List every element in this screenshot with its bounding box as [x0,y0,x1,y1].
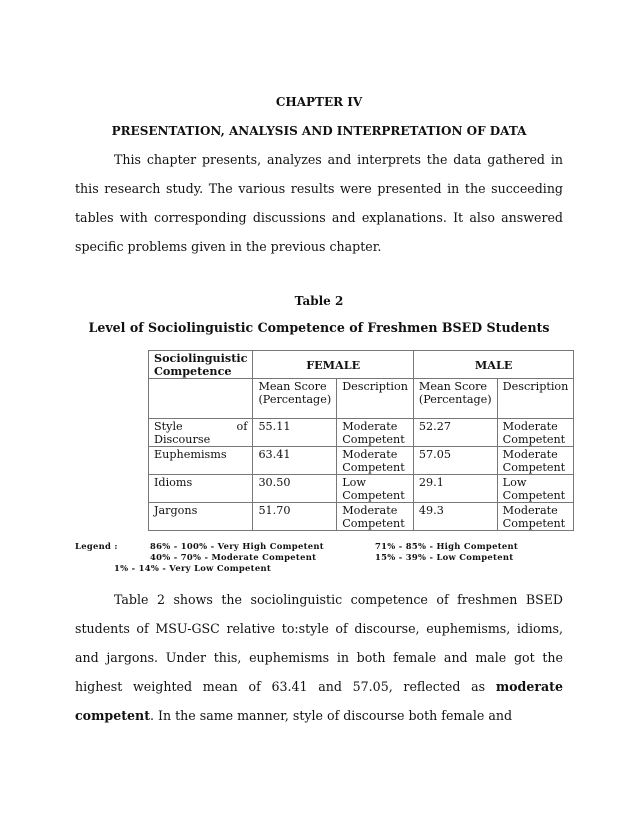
discussion-emphasis: moderate competent [75,679,563,723]
cell-male-desc: Moderate Competent [497,503,574,531]
subheader-female-mean: Mean Score (Percentage) [253,379,337,419]
cell-male-desc: Low Competent [497,475,574,503]
cell-male-desc: Moderate Competent [497,419,574,447]
legend-label: Legend : [75,541,118,551]
cell-female-mean: 30.50 [253,475,337,503]
discussion-text: Table 2 shows the sociolinguistic competence of freshmen BSED students of MSU-GSC relative to:style of discourse, euphemisms, idioms, and jargons. Under this, euphemisms in both female and male got the highest weighted mean of 63.41 and 57.05, reflected as [75,592,563,694]
legend-item: 1% - 14% - Very Low Competent [114,563,272,573]
cell-female-desc: Low Competent [337,475,414,503]
table-row [149,475,574,503]
table-row [149,419,574,447]
cell-male-desc: Moderate Competent [497,447,574,475]
cell-competence: Jargons [149,503,253,531]
subheader-empty [149,379,253,419]
subheader-female-desc: Description [337,379,414,419]
cell-competence-word: Style [154,420,183,433]
cell-female-desc: Moderate Competent [337,419,414,447]
intro-paragraph [75,145,563,261]
cell-competence-word: Discourse [154,433,211,446]
legend-item: 15% - 39% - Low Competent [375,552,514,562]
cell-male-mean: 49.3 [413,503,497,531]
legend-item: 86% - 100% - Very High Competent [150,541,324,551]
header-male: MALE [413,351,573,379]
table-row [149,447,574,475]
discussion-paragraph [75,585,563,730]
cell-male-mean: 52.27 [413,419,497,447]
legend-item: 40% - 70% - Moderate Competent [150,552,317,562]
competence-table [148,350,574,531]
subheader-male-desc: Description [497,379,574,419]
chapter-title: PRESENTATION, ANALYSIS AND INTERPRETATION OF DATA [111,124,527,138]
chapter-label: CHAPTER IV [275,95,363,109]
table-row [149,503,574,531]
cell-female-mean: 51.70 [253,503,337,531]
cell-competence: Euphemisms [149,447,253,475]
discussion-text-end: . In the same manner, style of discourse both female and [150,708,513,723]
table-header-row [149,351,574,379]
cell-female-desc: Moderate Competent [337,447,414,475]
subheader-male-mean: Mean Score (Percentage) [413,379,497,419]
header-competence: Sociolinguistic Competence [149,351,253,379]
legend-item: 71% - 85% - High Competent [375,541,519,551]
cell-competence [149,419,253,447]
intro-text: This chapter presents, analyzes and interprets the data gathered in this research study. The various results were presented in the succeeding tables with corresponding discussions and explanations. It also answered specific problems given in the previous chapter. [75,152,563,254]
cell-competence: Idioms [149,475,253,503]
cell-female-mean: 63.41 [253,447,337,475]
table-subheader-row [149,379,574,419]
table-title: Level of Sociolinguistic Competence of Freshmen BSED Students [88,320,550,335]
cell-competence-word: of [236,420,248,433]
header-female: FEMALE [253,351,413,379]
cell-female-desc: Moderate Competent [337,503,414,531]
cell-male-mean: 29.1 [413,475,497,503]
table-number: Table 2 [294,294,344,308]
cell-male-mean: 57.05 [413,447,497,475]
cell-female-mean: 55.11 [253,419,337,447]
